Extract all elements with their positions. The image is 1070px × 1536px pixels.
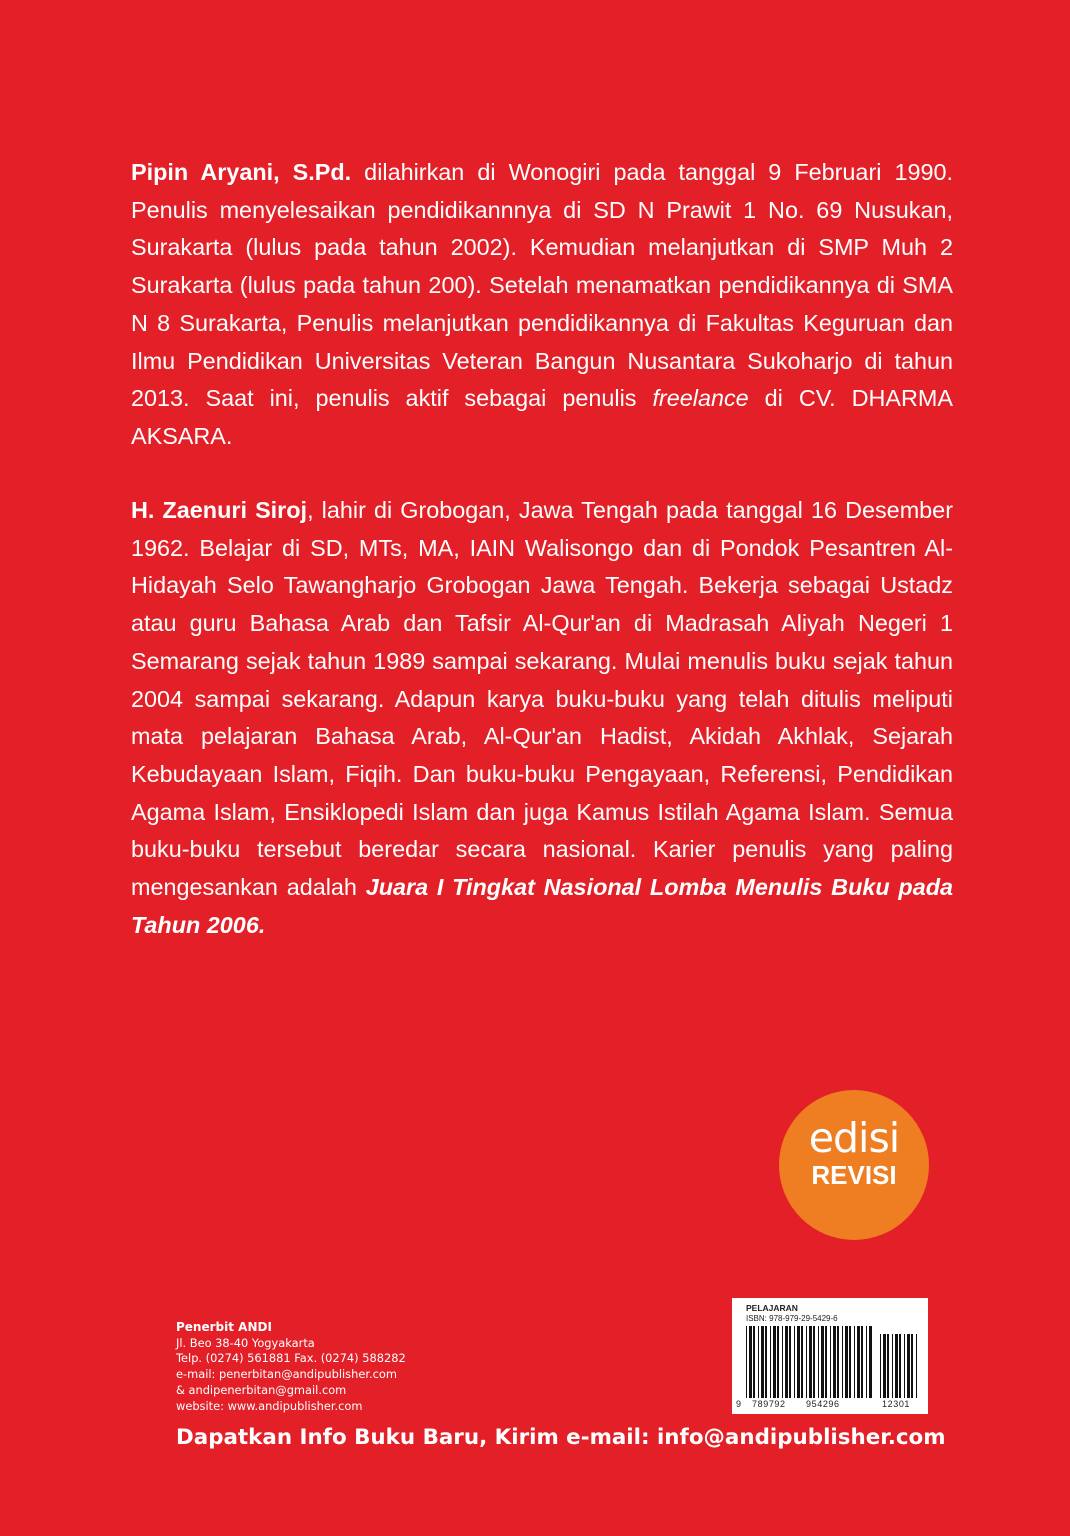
edisi-revisi-badge xyxy=(779,1090,929,1240)
barcode-addon-digits: 12301 xyxy=(882,1399,911,1409)
barcode-main-bars xyxy=(746,1326,872,1398)
badge-revisi-label: REVISI xyxy=(811,1160,897,1190)
barcode-digit-first: 9 xyxy=(736,1399,742,1409)
barcode-category: PELAJARAN xyxy=(746,1303,798,1313)
author-achievement: Juara I Tingkat Nasional Lomba Menulis Buku pada Tahun 2006. xyxy=(131,874,954,938)
barcode-digits-left: 789792 xyxy=(752,1399,786,1409)
author-name-pipin-aryani: Pipin Aryani, S.Pd. xyxy=(131,159,352,185)
badge-edisi-label: edisi xyxy=(808,1114,900,1162)
publisher-address: Jl. Beo 38-40 Yogyakarta xyxy=(176,1335,315,1350)
publisher-email: e-mail: penerbitan@andipublisher.com xyxy=(176,1367,397,1382)
isbn-barcode-box xyxy=(732,1298,928,1414)
publisher-phone: Telp. (0274) 561881 Fax. (0274) 588282 xyxy=(176,1351,406,1366)
barcode-addon-bars xyxy=(880,1334,917,1398)
publisher-email-alt: & andipenerbitan@gmail.com xyxy=(176,1382,347,1397)
barcode-digits-right: 954296 xyxy=(806,1399,840,1409)
publisher-name: Penerbit ANDI xyxy=(176,1320,272,1334)
barcode-bars-graphic xyxy=(732,1298,928,1414)
author-bio-text: dilahirkan di Wonogiri pada tanggal 9 Februari 1990. Penulis menyelesaikan pendidikannnya di SD N Prawit 1 No. 69 Nusukan, Surakarta (lulus pada tahun 2002). Kemudian melanjutkan di SMP Muh 2 Surakarta (lulus pada tahun 200). Setelah menamatkan pendidikannya di SMA N 8 Surakarta, Penulis melanjutkan pendidikannya di Fakultas Keguruan dan Ilmu Pendidikan Universitas Veteran Bangun Nusantara Sukoharjo di tahun 2013. Saat ini, penulis aktif sebagai penulis xyxy=(131,159,953,412)
author-name-zaenuri-siroj: H. Zaenuri Siroj xyxy=(131,497,308,523)
publisher-website: website: www.andipublisher.com xyxy=(176,1398,363,1413)
footer-info-email: Dapatkan Info Buku Baru, Kirim e-mail: info@andipublisher.com xyxy=(176,1425,946,1450)
author-bio-pipin-aryani xyxy=(131,154,953,456)
barcode-isbn: ISBN: 978-979-29-5429-6 xyxy=(746,1314,838,1323)
author-bio-italic-term: freelance xyxy=(652,385,749,412)
publisher-info xyxy=(176,1320,406,1414)
author-bio-text-end: di CV. DHARMA AKSARA. xyxy=(131,385,953,449)
author-bio-text: , lahir di Grobogan, Jawa Tengah pada tanggal 16 Desember 1962. Belajar di SD, MTs, MA, IAIN Walisongo dan di Pondok Pesantren Al-Hidayah Selo Tawangharjo Grobogan Jawa Tengah. Bekerja sebagai Ustadz atau guru Bahasa Arab dan Tafsir Al-Qur'an di Madrasah Aliyah Negeri 1 Semarang sejak tahun 1989 sampai sekarang. Mulai menulis buku sejak tahun 2004 sampai sekarang. Adapun karya buku-buku yang telah ditulis meliputi mata pelajaran Bahasa Arab, Al-Qur'an Hadist, Akidah Akhlak, Sejarah Kebudayaan Islam, Fiqih. Dan buku-buku Pengayaan, Referensi, Pendidikan Agama Islam, Ensiklopedi Islam dan juga Kamus Istilah Agama Islam. Semua buku-buku tersebut beredar secara nasional. Karier penulis yang paling mengesankan adalah xyxy=(131,497,953,901)
author-bio-zaenuri-siroj xyxy=(131,492,953,944)
